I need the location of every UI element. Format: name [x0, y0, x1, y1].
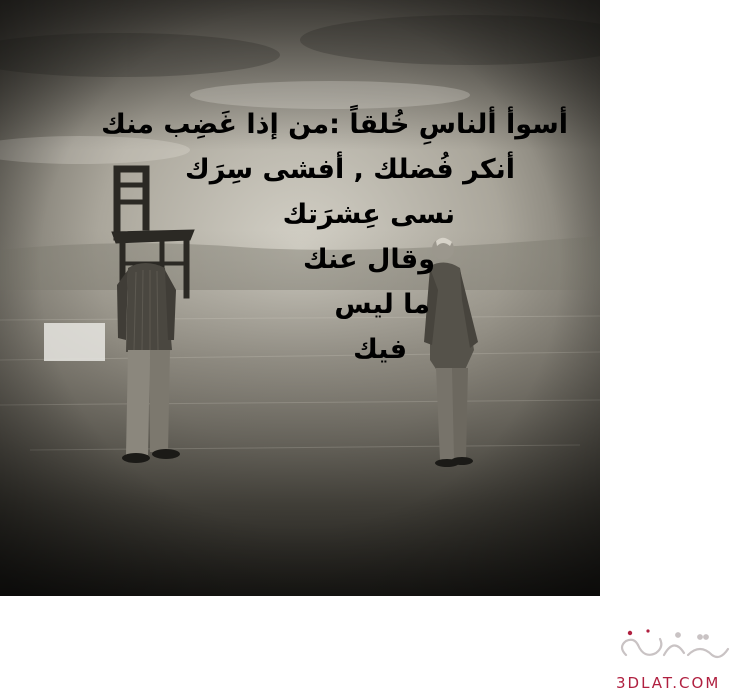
quote-line: أنكر فُضلك , أفشى سِرَك — [184, 154, 515, 185]
quote-line: أسوأ ألناسِ خُلقاً :من إذا غَضِب منك — [101, 109, 568, 140]
quote-line: نسى عِشرَتك — [282, 199, 455, 230]
watermark-domain: 3DLAT.COM — [616, 674, 721, 692]
site-watermark — [608, 625, 738, 695]
arabic-quote — [90, 102, 568, 372]
quote-line: وقال عنك — [302, 244, 435, 275]
quote-line: ما ليس — [334, 289, 430, 320]
watermark-logo-icon — [608, 625, 738, 675]
quote-line: فيك — [353, 334, 407, 365]
